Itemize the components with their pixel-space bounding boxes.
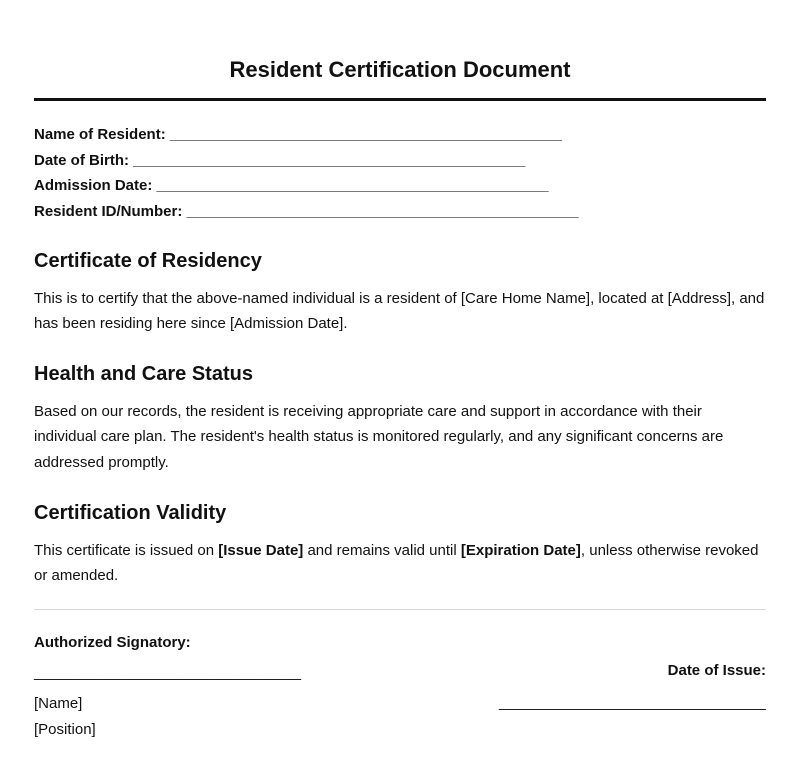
validity-heading: Certification Validity <box>34 502 227 524</box>
field-label: Name of Resident: <box>34 126 166 143</box>
expiration-date-placeholder: [Expiration Date] <box>460 542 581 559</box>
health-text: Based on our records, the resident is receiving appropriate care and support in accordance with their individual care plan. The resident's health status is monitored regularly, and any significant concerns are addressed promptly. <box>34 403 724 471</box>
field-admission-date <box>34 173 579 199</box>
field-blank: _______________________________________________ <box>169 126 562 143</box>
signature-divider <box>34 609 766 610</box>
document-title: Resident Certification Document <box>229 57 571 82</box>
validity-text <box>34 538 766 589</box>
signatory-name: [Name] <box>34 695 83 712</box>
validity-text-part: , unless otherwise revoked or amended. <box>34 542 759 585</box>
date-of-issue-line: ________________________________ <box>499 694 766 711</box>
title-divider <box>34 98 766 101</box>
field-date-of-birth <box>34 148 579 174</box>
field-name-of-resident <box>34 122 579 148</box>
residency-heading: Certificate of Residency <box>34 250 262 272</box>
field-label: Admission Date: <box>34 177 153 195</box>
field-blank: _______________________________________________ <box>186 202 579 220</box>
field-blank: _______________________________________________ <box>156 177 549 195</box>
signature-line: ________________________________ <box>34 664 301 681</box>
issue-date-placeholder: [Issue Date] <box>218 542 304 559</box>
date-of-issue-label: Date of Issue: <box>667 662 766 679</box>
residency-text: This is to certify that the above-named individual is a resident of [Care Home Name], located at [Address], and has been residing here since [Admission Date]. <box>34 290 765 333</box>
field-resident-id <box>34 199 579 225</box>
signatory-label: Authorized Signatory: <box>34 634 191 651</box>
validity-text-part: and remains valid until <box>303 542 461 559</box>
validity-text-part: This certificate is issued on <box>34 542 219 559</box>
field-label: Date of Birth: <box>34 151 129 169</box>
resident-fields <box>34 122 579 224</box>
signatory-position: [Position] <box>34 721 96 738</box>
health-heading: Health and Care Status <box>34 363 253 385</box>
field-label: Resident ID/Number: <box>34 202 183 220</box>
field-blank: _______________________________________________ <box>133 151 526 169</box>
